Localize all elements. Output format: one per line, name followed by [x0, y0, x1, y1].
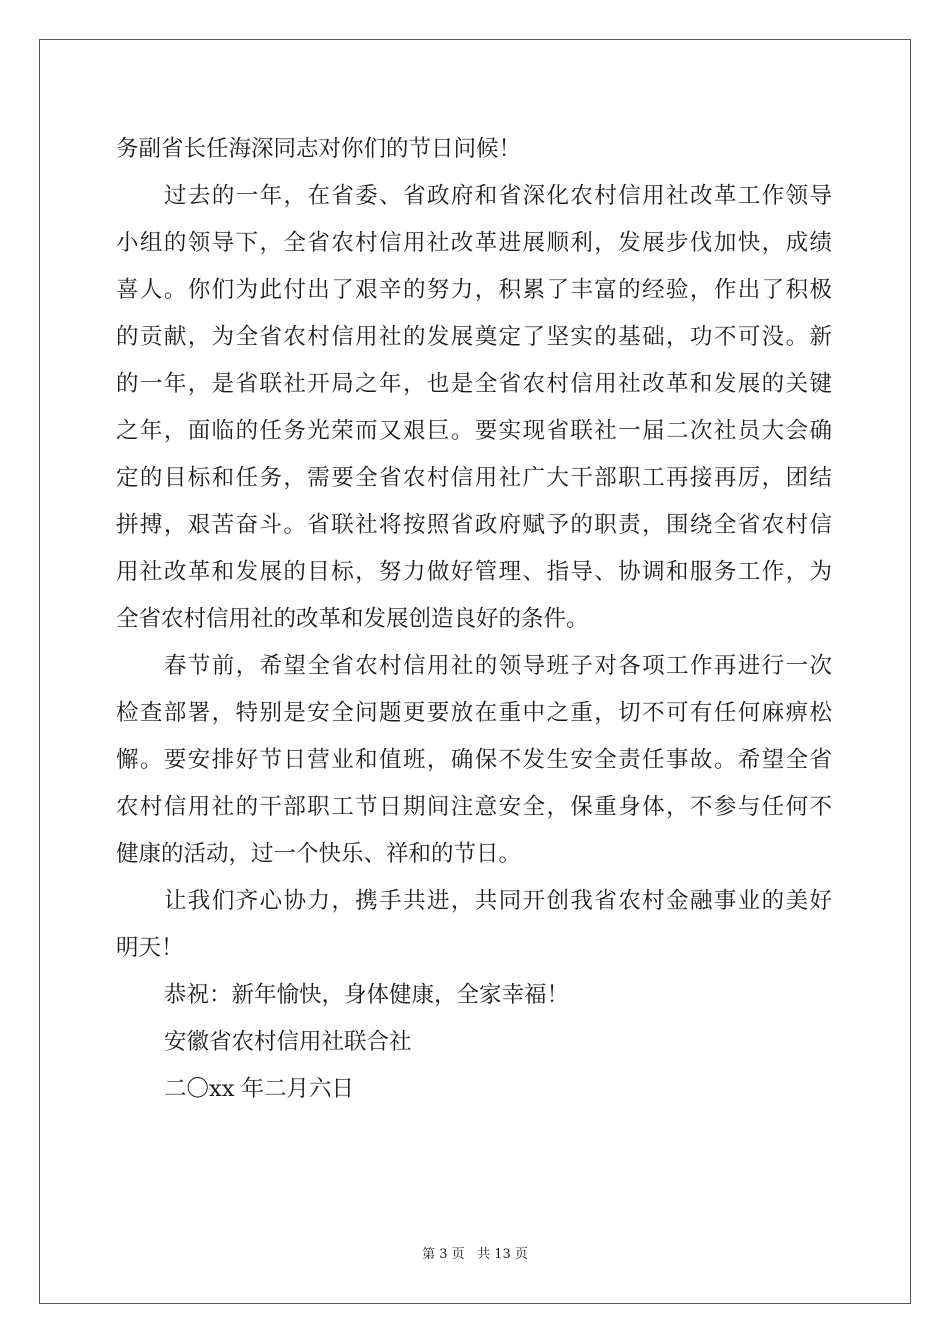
text-line: 春节前，希望全省农村信用社的领导班子对各项工作再进行一次 [164, 653, 832, 679]
text-line: 农村信用社的干部职工节日期间注意安全，保重身体，不参与任何不 [116, 794, 832, 820]
signature-organization: 安徽省农村信用社联合社 [164, 1029, 412, 1055]
text-line: 务副省长任海深同志对你们的节日问候！ [116, 136, 522, 162]
document-body [116, 126, 832, 1113]
page-number: 第 3 页 [422, 1247, 465, 1262]
signature-date: 二〇xx 年二月六日 [164, 1076, 355, 1102]
text-line: 让我们齐心协力，携手共进，共同开创我省农村金融事业的美好 [164, 888, 832, 914]
text-line: 的一年，是省联社开局之年，也是全省农村信用社改革和发展的关键 [116, 371, 832, 397]
text-line: 之年，面临的任务光荣而又艰巨。要实现省联社一届二次社员大会确 [116, 418, 832, 444]
text-line: 全省农村信用社的改革和发展创造良好的条件。 [116, 606, 589, 632]
text-line: 用社改革和发展的目标，努力做好管理、指导、协调和服务工作，为 [116, 559, 832, 585]
text-line: 懈。要安排好节日营业和值班，确保不发生安全责任事故。希望全省 [116, 747, 832, 773]
text-line: 检查部署，特别是安全问题更要放在重中之重，切不可有任何麻痹松 [116, 700, 832, 726]
text-line: 明天！ [116, 935, 184, 961]
page-total: 共 13 页 [477, 1247, 528, 1262]
text-line: 拼搏，艰苦奋斗。省联社将按照省政府赋予的职责，围绕全省农村信 [116, 512, 832, 538]
text-line: 的贡献，为全省农村信用社的发展奠定了坚实的基础，功不可没。新 [116, 324, 832, 350]
text-line: 小组的领导下，全省农村信用社改革进展顺利，发展步伐加快，成绩 [116, 230, 832, 256]
greeting-line: 恭祝：新年愉快，身体健康，全家幸福！ [164, 982, 570, 1008]
page-footer [0, 1246, 950, 1264]
text-line: 过去的一年，在省委、省政府和省深化农村信用社改革工作领导 [164, 183, 832, 209]
text-line: 喜人。你们为此付出了艰辛的努力，积累了丰富的经验，作出了积极 [116, 277, 832, 303]
text-line: 健康的活动，过一个快乐、祥和的节日。 [116, 841, 522, 867]
text-line: 定的目标和任务，需要全省农村信用社广大干部职工再接再厉，团结 [116, 465, 832, 491]
